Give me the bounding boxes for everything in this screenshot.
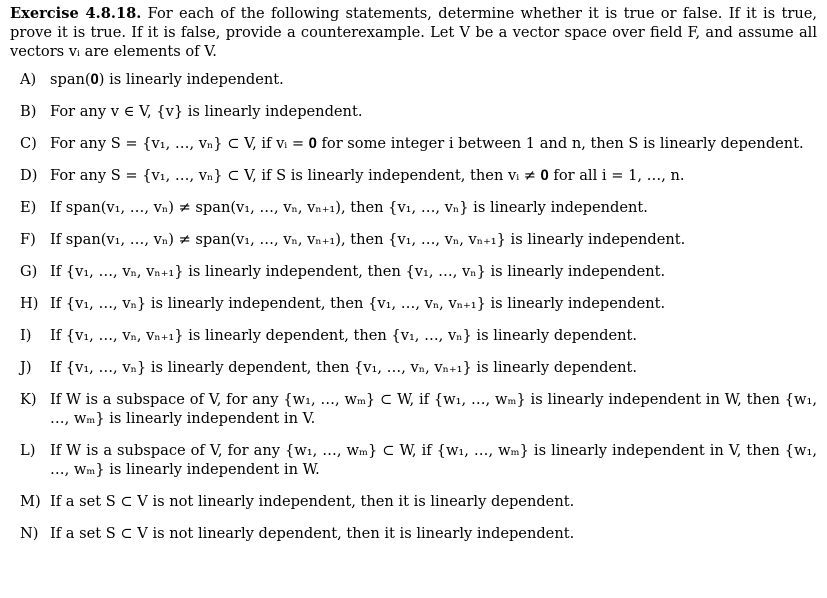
exercise-intro bbox=[10, 4, 817, 61]
statement-label: I) bbox=[20, 327, 32, 344]
statement-f bbox=[10, 230, 817, 249]
exercise-label: Exercise 4.8.18. bbox=[10, 5, 142, 22]
statement-e bbox=[10, 198, 817, 217]
statement-i bbox=[10, 326, 817, 345]
exercise-text: For each of the following statements, determine whether it is true or false. If it is true, prove it is true. If it is false, provide a counterexample. Let V be a vector space over field F, and assume all vectors vᵢ are elements of V. bbox=[10, 5, 817, 60]
statement-text: For any S = {v₁, …, vₙ} ⊂ V, if S is linearly independent, then vᵢ ≠ 𝟎 for all i = 1, …, n. bbox=[50, 167, 685, 184]
statement-m bbox=[10, 492, 817, 511]
statement-label: G) bbox=[20, 263, 38, 280]
statement-text: For any S = {v₁, …, vₙ} ⊂ V, if vᵢ = 𝟎 for some integer i between 1 and n, then S is linearly dependent. bbox=[50, 135, 804, 152]
statement-label: M) bbox=[20, 493, 41, 510]
statement-c bbox=[10, 134, 817, 153]
statement-b bbox=[10, 102, 817, 121]
statement-text: If {v₁, …, vₙ} is linearly independent, then {v₁, …, vₙ, vₙ₊₁} is linearly independent. bbox=[50, 295, 666, 312]
statement-label: L) bbox=[20, 442, 36, 459]
statement-label: F) bbox=[20, 231, 36, 248]
statement-label: D) bbox=[20, 167, 38, 184]
statement-text: If {v₁, …, vₙ, vₙ₊₁} is linearly independent, then {v₁, …, vₙ} is linearly independent. bbox=[50, 263, 666, 280]
statement-label: E) bbox=[20, 199, 37, 216]
statement-label: K) bbox=[20, 391, 37, 408]
statement-label: A) bbox=[20, 71, 37, 88]
statement-j bbox=[10, 358, 817, 377]
statement-text: For any v ∈ V, {v} is linearly independent. bbox=[50, 103, 363, 120]
statement-label: C) bbox=[20, 135, 37, 152]
statement-g bbox=[10, 262, 817, 281]
statement-l bbox=[10, 441, 817, 479]
statement-k bbox=[10, 390, 817, 428]
statement-text: If {v₁, …, vₙ, vₙ₊₁} is linearly dependent, then {v₁, …, vₙ} is linearly dependent. bbox=[50, 327, 638, 344]
statement-label: H) bbox=[20, 295, 39, 312]
statement-a bbox=[10, 70, 817, 89]
statement-d bbox=[10, 166, 817, 185]
statement-text: If W is a subspace of V, for any {w₁, …, wₘ} ⊂ W, if {w₁, …, wₘ} is linearly independent in W, then {w₁, …, wₘ} is linearly independent in V. bbox=[50, 391, 817, 427]
statement-list bbox=[10, 70, 817, 543]
statement-n bbox=[10, 524, 817, 543]
statement-label: J) bbox=[20, 359, 32, 376]
statement-text: If a set S ⊂ V is not linearly independent, then it is linearly dependent. bbox=[50, 493, 575, 510]
statement-text: If span(v₁, …, vₙ) ≠ span(v₁, …, vₙ, vₙ₊₁), then {v₁, …, vₙ} is linearly independent. bbox=[50, 199, 648, 216]
statement-text: span(𝟎) is linearly independent. bbox=[50, 71, 284, 88]
statement-h bbox=[10, 294, 817, 313]
statement-text: If {v₁, …, vₙ} is linearly dependent, then {v₁, …, vₙ, vₙ₊₁} is linearly dependent. bbox=[50, 359, 638, 376]
statement-label: N) bbox=[20, 525, 39, 542]
statement-text: If span(v₁, …, vₙ) ≠ span(v₁, …, vₙ, vₙ₊₁), then {v₁, …, vₙ, vₙ₊₁} is linearly independent. bbox=[50, 231, 686, 248]
statement-label: B) bbox=[20, 103, 37, 120]
statement-text: If W is a subspace of V, for any {w₁, …, wₘ} ⊂ W, if {w₁, …, wₘ} is linearly independent in V, then {w₁, …, wₘ} is linearly independent in W. bbox=[50, 442, 817, 478]
statement-text: If a set S ⊂ V is not linearly dependent, then it is linearly independent. bbox=[50, 525, 575, 542]
